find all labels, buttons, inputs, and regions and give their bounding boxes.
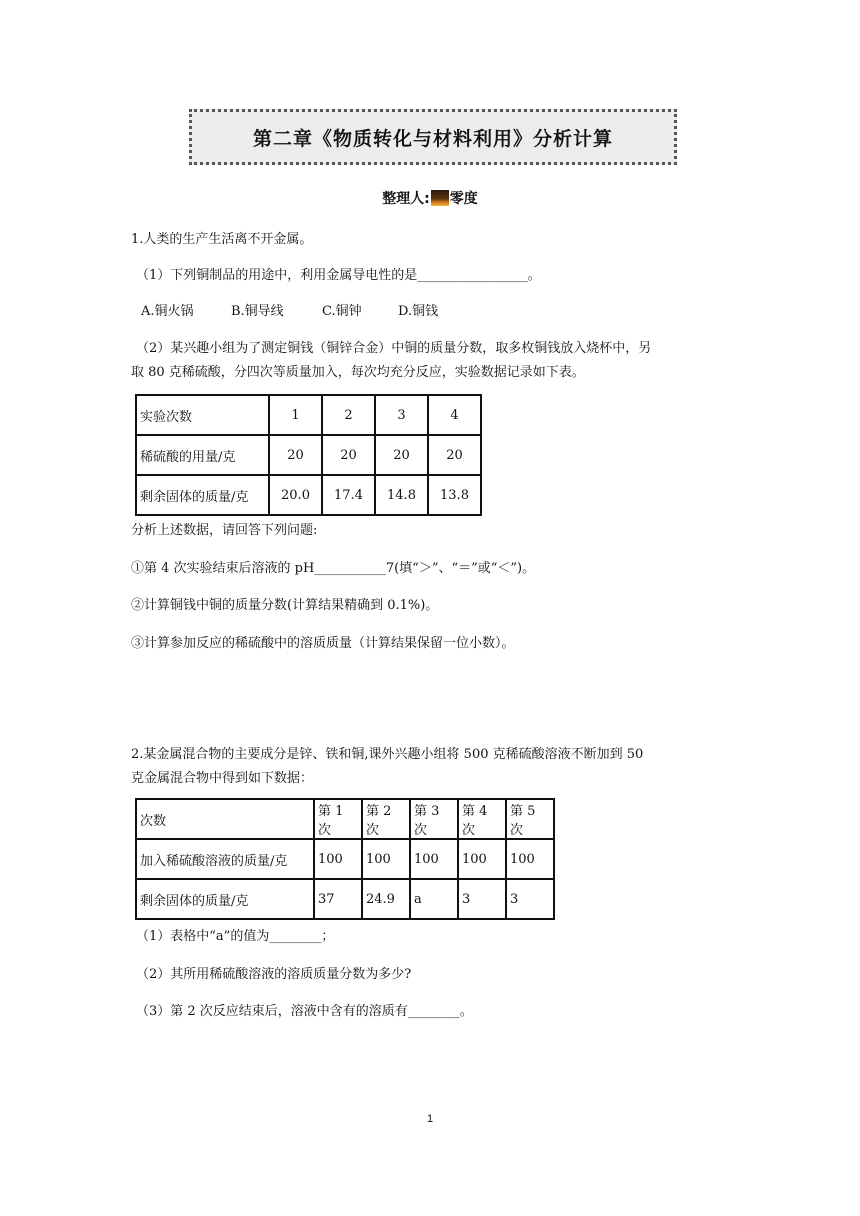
table-cell: 第 3 次	[410, 799, 458, 839]
title-box	[189, 109, 677, 165]
table-row	[136, 879, 554, 919]
q2-sub3: （3）第 2 次反应结束后，溶液中含有的溶质有________。	[136, 1004, 473, 1019]
table-cell: 3	[458, 879, 506, 919]
author-name: 零度	[449, 191, 478, 207]
table-cell: 37	[314, 879, 362, 919]
author-label: 整理人:	[382, 191, 430, 207]
q1-analysis: 分析上述数据，请回答下列问题:	[131, 523, 318, 538]
table-cell: 20	[322, 435, 375, 475]
table-cell: 4	[428, 395, 481, 435]
table-cell: 100	[458, 839, 506, 879]
table-row	[136, 799, 554, 839]
table-cell: 稀硫酸的用量/克	[136, 435, 269, 475]
page-title: 第二章《物质转化与材料利用》分析计算	[252, 127, 613, 150]
table-cell: 100	[410, 839, 458, 879]
table-cell: 14.8	[375, 475, 428, 515]
q1-option-b: B.铜导线	[231, 304, 284, 319]
table-cell: 100	[506, 839, 554, 879]
table-cell: 实验次数	[136, 395, 269, 435]
q1-option-c: C.铜钟	[322, 304, 362, 319]
page-number: 1	[426, 1113, 434, 1125]
table-cell: 3	[375, 395, 428, 435]
q1-sub2-line2: 取 80 克稀硫酸，分四次等质量加入，每次均充分反应，实验数据记录如下表。	[131, 365, 585, 380]
table-cell: 加入稀硫酸溶液的质量/克	[136, 839, 314, 879]
table-row	[136, 475, 481, 515]
table-cell: 第 1 次	[314, 799, 362, 839]
table-cell: 次数	[136, 799, 314, 839]
table-cell: 3	[506, 879, 554, 919]
table-cell: 24.9	[362, 879, 410, 919]
q1-data-table	[135, 394, 482, 516]
table-cell: 2	[322, 395, 375, 435]
table-cell: 100	[314, 839, 362, 879]
q2-sub2: （2）其所用稀硫酸溶液的溶质质量分数为多少?	[136, 967, 412, 982]
table-cell: 13.8	[428, 475, 481, 515]
table-cell: 20.0	[269, 475, 322, 515]
table-cell: 20	[375, 435, 428, 475]
q1-stem: 1.人类的生产生活离不开金属。	[131, 232, 313, 247]
table-cell: a	[410, 879, 458, 919]
table-row	[136, 839, 554, 879]
table-cell: 剩余固体的质量/克	[136, 879, 314, 919]
table-cell: 20	[269, 435, 322, 475]
q1-answer-2: ②计算铜钱中铜的质量分数(计算结果精确到 0.1%)。	[131, 598, 439, 613]
table-row	[136, 435, 481, 475]
table-cell: 第 5 次	[506, 799, 554, 839]
q2-sub1: （1）表格中“a”的值为________；	[136, 929, 335, 944]
q1-answer-3: ③计算参加反应的稀硫酸中的溶质质量（计算结果保留一位小数）。	[131, 636, 515, 651]
table-cell: 第 4 次	[458, 799, 506, 839]
q1-sub1: （1）下列铜制品的用途中，利用金属导电性的是_________________。	[136, 268, 541, 283]
q1-sub2-line1: （2）某兴趣小组为了测定铜钱（铜锌合金）中铜的质量分数，取多枚铜钱放入烧杯中，另	[136, 341, 652, 356]
q2-data-table	[135, 798, 555, 920]
q1-answer-1: ①第 4 次实验结束后溶液的 pH___________7(填“＞”、“＝”或“＜”)。	[131, 561, 536, 576]
q2-stem-line2: 克金属混合物中得到如下数据：	[131, 771, 314, 786]
table-cell: 第 2 次	[362, 799, 410, 839]
author-line	[0, 188, 860, 208]
table-cell: 20	[428, 435, 481, 475]
q1-option-a: A.铜火锅	[141, 304, 194, 319]
table-cell: 剩余固体的质量/克	[136, 475, 269, 515]
q1-option-d: D.铜钱	[398, 304, 439, 319]
sunset-icon	[431, 190, 449, 206]
table-cell: 1	[269, 395, 322, 435]
table-cell: 100	[362, 839, 410, 879]
q2-stem-line1: 2.某金属混合物的主要成分是锌、铁和铜,课外兴趣小组将 500 克稀硫酸溶液不断加到 50	[131, 747, 644, 762]
table-row	[136, 395, 481, 435]
table-cell: 17.4	[322, 475, 375, 515]
